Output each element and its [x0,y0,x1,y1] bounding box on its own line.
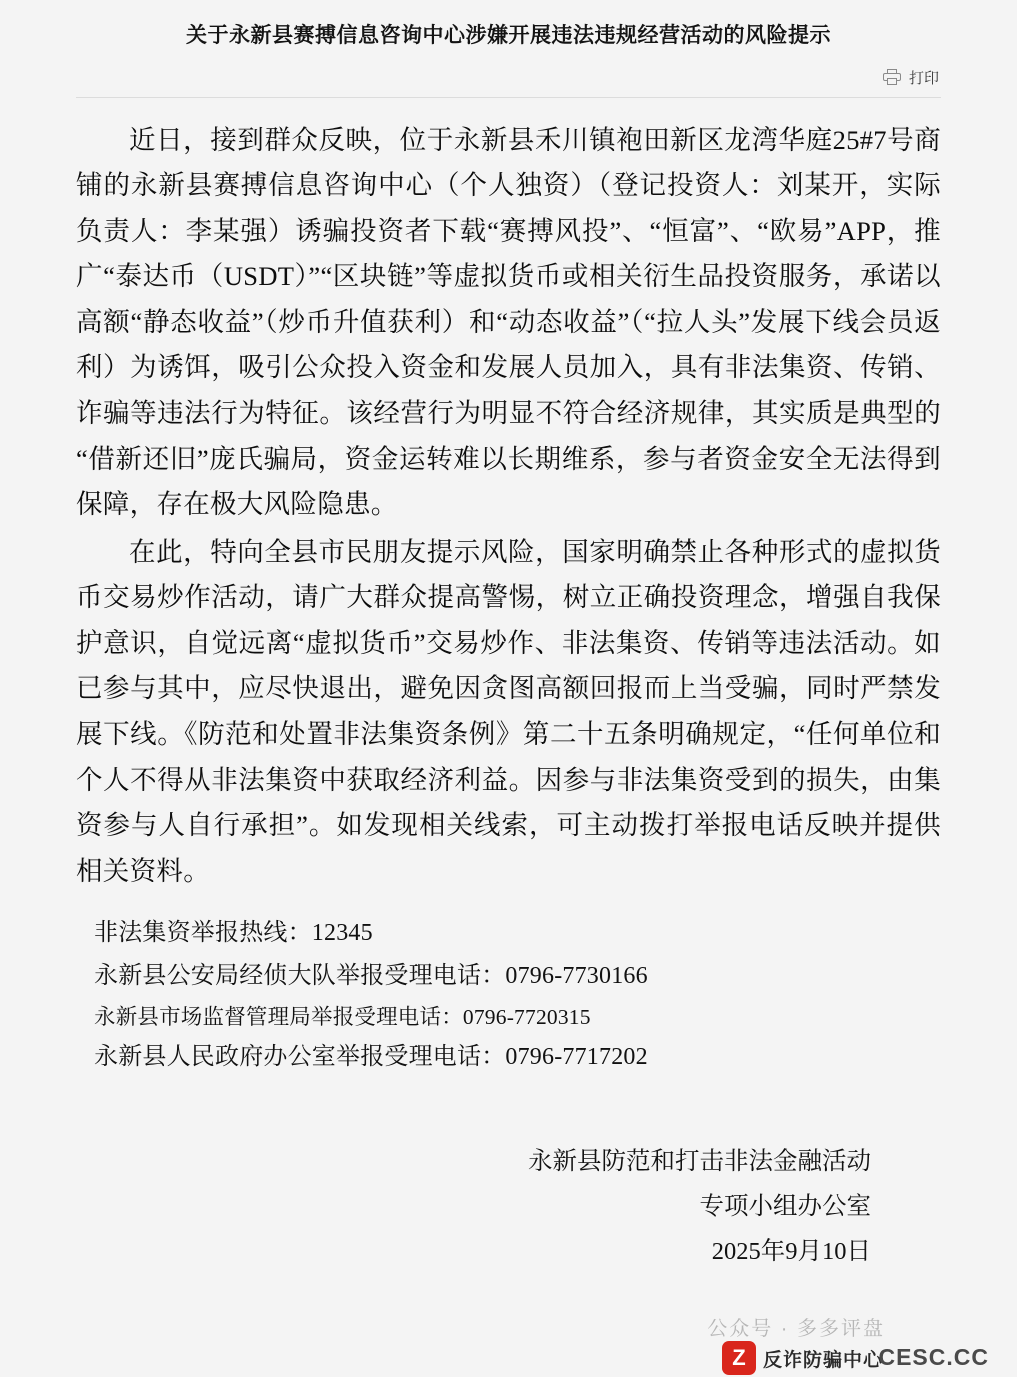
signature-date: 2025年9月10日 [711,1238,871,1266]
body-paragraph-1: 近日，接到群众反映，位于永新县禾川镇袍田新区龙湾华庭25#7号商铺的永新县赛搏信息咨询中心（个人独资）（登记投资人：刘某开，实际负责人：李某强）诱骗投资者下载“赛搏风投”、“恒富”、“欧易”APP，推广“泰达币（USDT）”“区块链”等虚拟货币或相关衍生品投资服务，承诺以高额“静态收益”（炒币升值获利）和“动态收益”（“拉人头”发展下线会员返利）为诱饵，吸引公众投入资金和发展人员加入，具有非法集资、传销、诈骗等违法行为特征。该经营行为明显不符合经济规律，其实质是典型的“借新还旧”庞氏骗局，资金运转难以长期维系，参与者资金安全无法得到保障，存在极大风险隐患。 [76,124,941,520]
hotline-item-4: 永新县人民政府办公室举报受理电话：0796-7717202 [94,1044,648,1071]
document-toolbar [14,64,1003,97]
watermark-badge [722,1341,883,1375]
watermark-site: CESC.CC [878,1344,989,1370]
hotline-list [76,912,941,1078]
hotline-item-1: 非法集资举报热线：12345 [94,920,373,947]
document-body [14,118,1003,1275]
header-divider [76,97,941,98]
page-title: 关于永新县赛搏信息咨询中心涉嫌开展违法违规经营活动的风险提示 [186,24,831,47]
hotline-item-3: 永新县市场监督管理局举报受理电话：0796-7720315 [94,1004,591,1029]
watermark-account: 公众号 · 多多评盘 [707,1318,885,1340]
body-paragraph-2: 在此，特向全县市民朋友提示风险，国家明确禁止各种形式的虚拟货币交易炒作活动，请广大群众提高警惕，树立正确投资理念，增强自我保护意识，自觉远离“虚拟货币”交易炒作、非法集资、传销等违法活动。如已参与其中，应尽快退出，避免因贪图高额回报而上当受骗，同时严禁发展下线。《防范和处置非法集资条例》第二十五条明确规定，“任何单位和个人不得从非法集资中获取经济利益。因参与非法集资受到的损失，由集资参与人自行承担”。如发现相关线索，可主动拨打举报电话反映并提供相关资料。 [76,536,941,886]
printer-icon [883,69,901,85]
signature-block [76,1139,941,1275]
signature-organization: 永新县防范和打击非法金融活动 [528,1147,871,1175]
hotline-item-2: 永新县公安局经侦大队举报受理电话：0796-7730166 [94,963,648,990]
document-sheet [14,0,1003,1377]
print-button[interactable] [877,66,945,89]
watermark-badge-label: 反诈防骗中心 [762,1349,883,1371]
print-button-label: 打印 [908,69,939,87]
anti-fraud-logo-icon: Z [722,1341,756,1375]
signature-office: 专项小组办公室 [699,1193,871,1221]
